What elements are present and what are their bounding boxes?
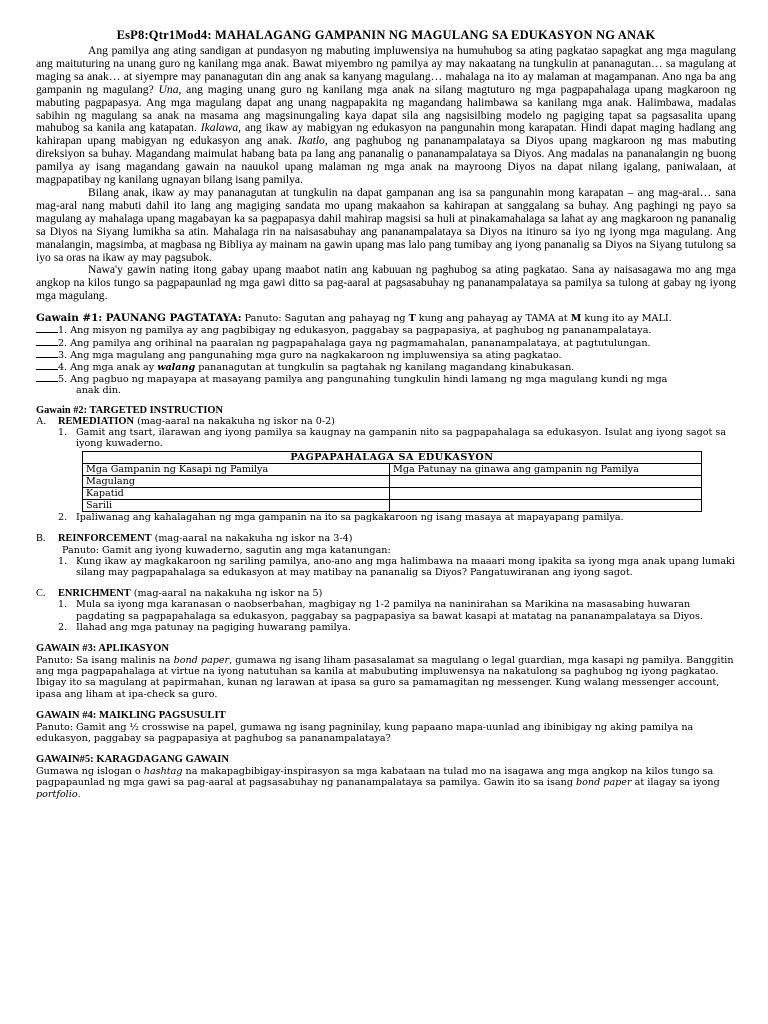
gawain-3-section [36, 643, 736, 700]
gawain-1-section [36, 313, 736, 396]
table-cell-empty[interactable] [390, 488, 702, 500]
remediation-list [36, 427, 736, 449]
table-cell: Sarili [83, 500, 390, 512]
subsection-title: ENRICHMENT [58, 588, 131, 600]
answer-blank[interactable] [36, 324, 58, 333]
gawain-3-heading: GAWAIN #3: APLIKASYON [36, 642, 170, 654]
list-item: 1. Gamit ang tsart, ilarawan ang iyong pamilya sa kaugnay na gampanin nito sa pagpapahalaga sa edukasyon. Isulat ang iyong sagot sa iyong kuwaderno. [58, 426, 727, 449]
panuto-text: kung ang pahayag ay TAMA at [415, 313, 571, 325]
gawain-text: Gumawa ng islogan o [36, 766, 144, 778]
table-header-cell: Mga Patunay na ginawa ang gampanin ng Pamilya [390, 464, 702, 476]
list-item [36, 373, 736, 385]
gawain-text: na makapagbibigay-inspirasyon sa mga kabataan na tulad mo na isagawa ang mga angkop na kilos tungo sa pagpapaunlad ng mga gawi sa pag-aaral at pagsasabuhay ng pananampalataya sa pamilya. Gawin ito sa isang [36, 766, 714, 789]
item-text: Ilahad ang mga patunay na pagiging huwarang pamilya. [76, 621, 351, 633]
remediation-heading [36, 416, 736, 427]
gawain-text: , gumawa ng isang liham pasasalamat sa magulang o legal guardian, mga kasapi ng pamilya. Banggitin ang mga pagpapahalaga at virtue na iyong natutuhan sa kanila at mabubuting impluwensya na nakatulong sa paghubog ng iyong pagkatao. Ibigay ito sa magulang at papirmahan, kunan ng larawan at ipasa sa guro sa pamamagitan ng messenger. Kung walang messenger account, ipasa ang liham at ipa-check sa guro. [36, 654, 734, 700]
answer-blank[interactable] [36, 337, 58, 346]
intro-paragraph-1 [36, 45, 736, 187]
page-title: EsP8:Qtr1Mod4: MAHALAGANG GAMPANIN NG MAGULANG SA EDUKASYON NG ANAK [116, 28, 656, 42]
gawain-3-text [36, 655, 736, 700]
gawain-1-heading: Gawain #1: PAUNANG PAGTATAYA: [36, 312, 242, 325]
answer-blank[interactable] [36, 349, 58, 358]
item-text: 1. Ang misyon ng pamilya ay ang pagbibigay ng edukasyon, paggabay sa pagpapasiya, at paghubog ng pananampalataya. [58, 325, 652, 337]
gawain-5-text [36, 766, 736, 800]
list-item: 2. Ilahad ang mga patunay na pagiging huwarang pamilya. [58, 621, 351, 633]
intro-text: , ang paghubog ng pananampalataya sa Diyos upang magkaroon ng mas mabuting direksiyon sa buhay. Magandang maimulat habang bata pa lang ang pananalig o pananampalataya sa Diyos. Ang madalas na pananalangin ng buong pamilya ay isang magandang gawain na nauukol upang malaman ng mga anak na mayroong Diyos na dapat nilang igalang, paniwalaan, at magpapatibay ng kanilang ugnayan bilang isang pamilya. [36, 134, 737, 187]
subsection-note: (mag-aaral na nakakuha ng iskor na 3-4) [151, 533, 353, 545]
list-item [36, 337, 736, 349]
intro-emphasis: Ikatlo [297, 134, 325, 148]
item-text: Ipaliwanag ang kahalagahan ng mga gampanin na ito sa pagkakaroon ng isang masaya at mapayapang pamilya. [76, 512, 624, 524]
intro-emphasis: Ikalawa [200, 121, 239, 135]
intro-paragraph-3: Nawa'y gawin nating itong gabay upang maabot natin ang kabuuan ng paghubog sa ating pagkatao. Sana ay naisasagawa mo ang mga angkop na kilos tungo sa pagpapaunlad ng mga gawi ditto sa pag-aaral at pagsasabuhay ng pananampalataya sa pamilya sa tulong at gabay ng iyong mga magulang. [36, 263, 736, 303]
gawain-emphasis: hashtag [143, 766, 183, 778]
enrichment-heading [36, 588, 736, 599]
gawain-text: . [77, 788, 81, 800]
item-text: Mula sa iyong mga karanasan o naobserbahan, magbigay ng 1-2 pamilya na naninirahan sa Marikina na masasabing huwaran pagdating sa pagpapahalaga sa edukasyon, paggabay sa pagpapasiya sa bawat kasapi at matatag na pananampalataya sa Diyos. [76, 599, 703, 622]
table-header-cell: Mga Gampanin ng Kasapi ng Pamilya [83, 464, 390, 476]
subsection-title: REINFORCEMENT [58, 533, 152, 545]
section-letter: B. [36, 533, 46, 545]
list-item-continuation: anak din. [76, 385, 121, 397]
subsection-note: (mag-aaral na nakakuha ng iskor na 0-2) [134, 415, 335, 427]
intro-text: Ang pamilya ang ating sandigan at pundasyon ng mabuting impluwensiya na humuhubog sa ating pagkatao sapagkat ang mga magulang ang maituturing na unang guro ng kanilang mga anak. Bawat miyembro ng pamilya ay may nakaatang na tungkulin at pananagutan… sa magulang at maging sa anak… at siyempre may pananagutan din ang anak sa kanyang magulang… mahalaga na ito ay malaman at magampanan. Ano nga ba ang gampanin ng magulang? [36, 44, 736, 96]
remediation-list-2 [36, 512, 736, 523]
item-text: 4. Ang mga anak ay [58, 361, 158, 373]
list-item: 1. Kung ikaw ay magkakaroon ng sariling pamilya, ano-ano ang mga halimbawa na maaari mong ipakita sa iyong mga anak upang lumaki silang may pagpapahalaga sa edukasyon at may matibay na pananalig sa Diyos? Pangatuwiranan ang iyong sagot. [58, 555, 735, 578]
table-cell-empty[interactable] [390, 500, 702, 512]
panuto-text: Panuto: Sagutan ang pahayag ng [241, 313, 409, 325]
gawain-2-section [36, 405, 736, 633]
gawain-emphasis: portfolio [36, 788, 78, 800]
answer-blank[interactable] [36, 373, 58, 382]
item-text: pananagutan at tungkulin sa pagtahak ng kanilang magandang kinabukasan. [195, 361, 575, 373]
gawain-4-heading: GAWAIN #4: MAIKLING PAGSUSULIT [36, 709, 226, 721]
gawain-text: Panuto: Sa isang malinis na [36, 654, 174, 666]
reinforcement-list [36, 556, 736, 578]
table-cell-empty[interactable] [390, 476, 702, 488]
gawain-1-instructions [36, 313, 736, 324]
table-row [83, 488, 702, 500]
gawain-text: at ilagay sa iyong [631, 777, 720, 789]
table-row [83, 500, 702, 512]
list-item [36, 324, 736, 336]
gawain-2-heading: Gawain #2: TARGETED INSTRUCTION [36, 404, 223, 416]
item-text: Gamit ang tsart, ilarawan ang iyong pamilya sa kaugnay na gampanin nito sa pagpapahalaga sa edukasyon. Isulat ang iyong sagot sa iyong kuwaderno. [76, 426, 727, 449]
gawain-4-text: Panuto: Gamit ang ½ crosswise na papel, gumawa ng isang pagninilay, kung papaano mapa-uunlad ang ibinibigay ng aking pamilya na edukasyon, paggabay sa pagpapasiya at paghubog sa pananampalataya? [36, 721, 694, 744]
gawain-5-section [36, 754, 736, 800]
item-text: 5. Ang pagbuo ng mapayapa at masayang pamilya ang pangunahing tungkulin hindi lamang ng mga magulang kundi ng mga [58, 374, 668, 386]
gawain-4-section [36, 710, 736, 744]
item-text: Kung ikaw ay magkakaroon ng sariling pamilya, ano-ano ang mga halimbawa na maaari mong ipakita sa iyong mga anak upang lumaki silang may pagpapahalaga sa edukasyon at may matibay na pananalig sa Diyos? Pangatuwiranan ang iyong sagot. [76, 555, 735, 578]
subsection-title: REMEDIATION [58, 415, 135, 427]
table-row [83, 476, 702, 488]
education-values-table [82, 451, 702, 512]
list-item [36, 361, 736, 373]
table-title: PAGPAPAHALAGA SA EDUKASYON [83, 452, 702, 464]
item-text: 2. Ang pamilya ang orihinal na paaralan ng pagpapahalaga gaya ng pagmamahalan, pananampalataya, at pagtutulungan. [58, 337, 651, 349]
gawain-1-items [36, 324, 736, 396]
list-item: 1. Mula sa iyong mga karanasan o naobserbahan, magbigay ng 1-2 pamilya na naninirahan sa Marikina na masasabing huwaran pagdating sa pagpapahalaga sa edukasyon, paggabay sa pagpapasiya sa bawat kasapi at matatag na pananampalataya sa Diyos. [58, 599, 703, 622]
intro-paragraph-2: Bilang anak, ikaw ay may pananagutan at tungkulin na dapat gampanan ang isa sa pangunahin mong karapatan – ang mag-aral… sana mag-aral nang mabuti dahil ito lang ang magiging sandata mo upang makaahon sa kahirapan at sanggalang sa buhay. Ang paghingi ng payo sa magulang ay mahalaga upang magabayan ka sa pagpapasya dahil mahirap magsisi sa huli at pinakamahalaga sa lahat ay ang magkaroon ng pananalig sa Diyos na Siyang lumikha sa atin. Mahalaga rin na naisasabuhay ang pananampalataya sa Diyos na itinuro sa iyo ng iyong mga magulang. Ang manalangin, magsimba, at magbasa ng Bibliya ay mainam na gawin upang mas lalo pang tumibay ang iyong pananalig sa Diyos na Siyang tutulong sa iyo sa oras na ikaw ay may pagsubok. [36, 185, 736, 264]
intro-text: , ang ikaw ay mabigyan ng edukasyon na pangunahin mong karapatan. Hindi dapat maging hadlang ang kahirapan upang mabigyan ng edukasyon ang anak. [36, 121, 736, 148]
list-item: 2. Ipaliwanag ang kahalagahan ng mga gampanin na ito sa pagkakaroon ng isang masaya at mapayapang pamilya. [58, 512, 624, 524]
panuto-m: M [570, 313, 582, 325]
gawain-5-heading: GAWAIN#5: KARAGDAGANG GAWAIN [36, 754, 230, 766]
list-item [36, 349, 736, 361]
table-cell: Magulang [83, 476, 390, 488]
reinforcement-panuto: Panuto: Gamit ang iyong kuwaderno, sagutin ang mga katanungan: [62, 544, 391, 556]
answer-blank[interactable] [36, 361, 58, 370]
intro-emphasis: Una [158, 82, 179, 96]
panuto-text: kung ito ay MALI. [581, 313, 672, 325]
section-letter: A. [36, 415, 47, 427]
item-text: 3. Ang mga magulang ang pangunahing mga guro na nagkakaroon ng impluwensiya sa ating pagkatao. [58, 349, 562, 361]
table-cell: Kapatid [83, 488, 390, 500]
section-letter: C. [36, 588, 46, 600]
enrichment-list [36, 599, 736, 633]
intro-text: , ang maging unang guro ng kanilang mga anak na silang magtuturo ng mga pagpapahalaga upang magkaroon ng mabuting pagpapasya. Ang mga magulang dapat ang unang nagpapakita ng magandang halimbawa sa kanilang mga anak. Halimbawa, madalas sabihin ng magulang sa anak na masama ang magsinungaling kaya dapat sila ang nagsisilbing modelo ng pagiging tapat sa pagsasalita upang mahubog sa kanila ang katapatan. [36, 82, 736, 135]
gawain-emphasis: bond paper [173, 654, 230, 666]
panuto-t: T [408, 313, 416, 325]
reinforcement-heading [36, 533, 736, 544]
gawain-emphasis: bond paper [576, 777, 632, 789]
intro-section [36, 45, 736, 303]
subsection-note: (mag-aaral na nakakuha ng iskor na 5) [130, 588, 323, 600]
item-emphasis: walang [157, 361, 196, 373]
